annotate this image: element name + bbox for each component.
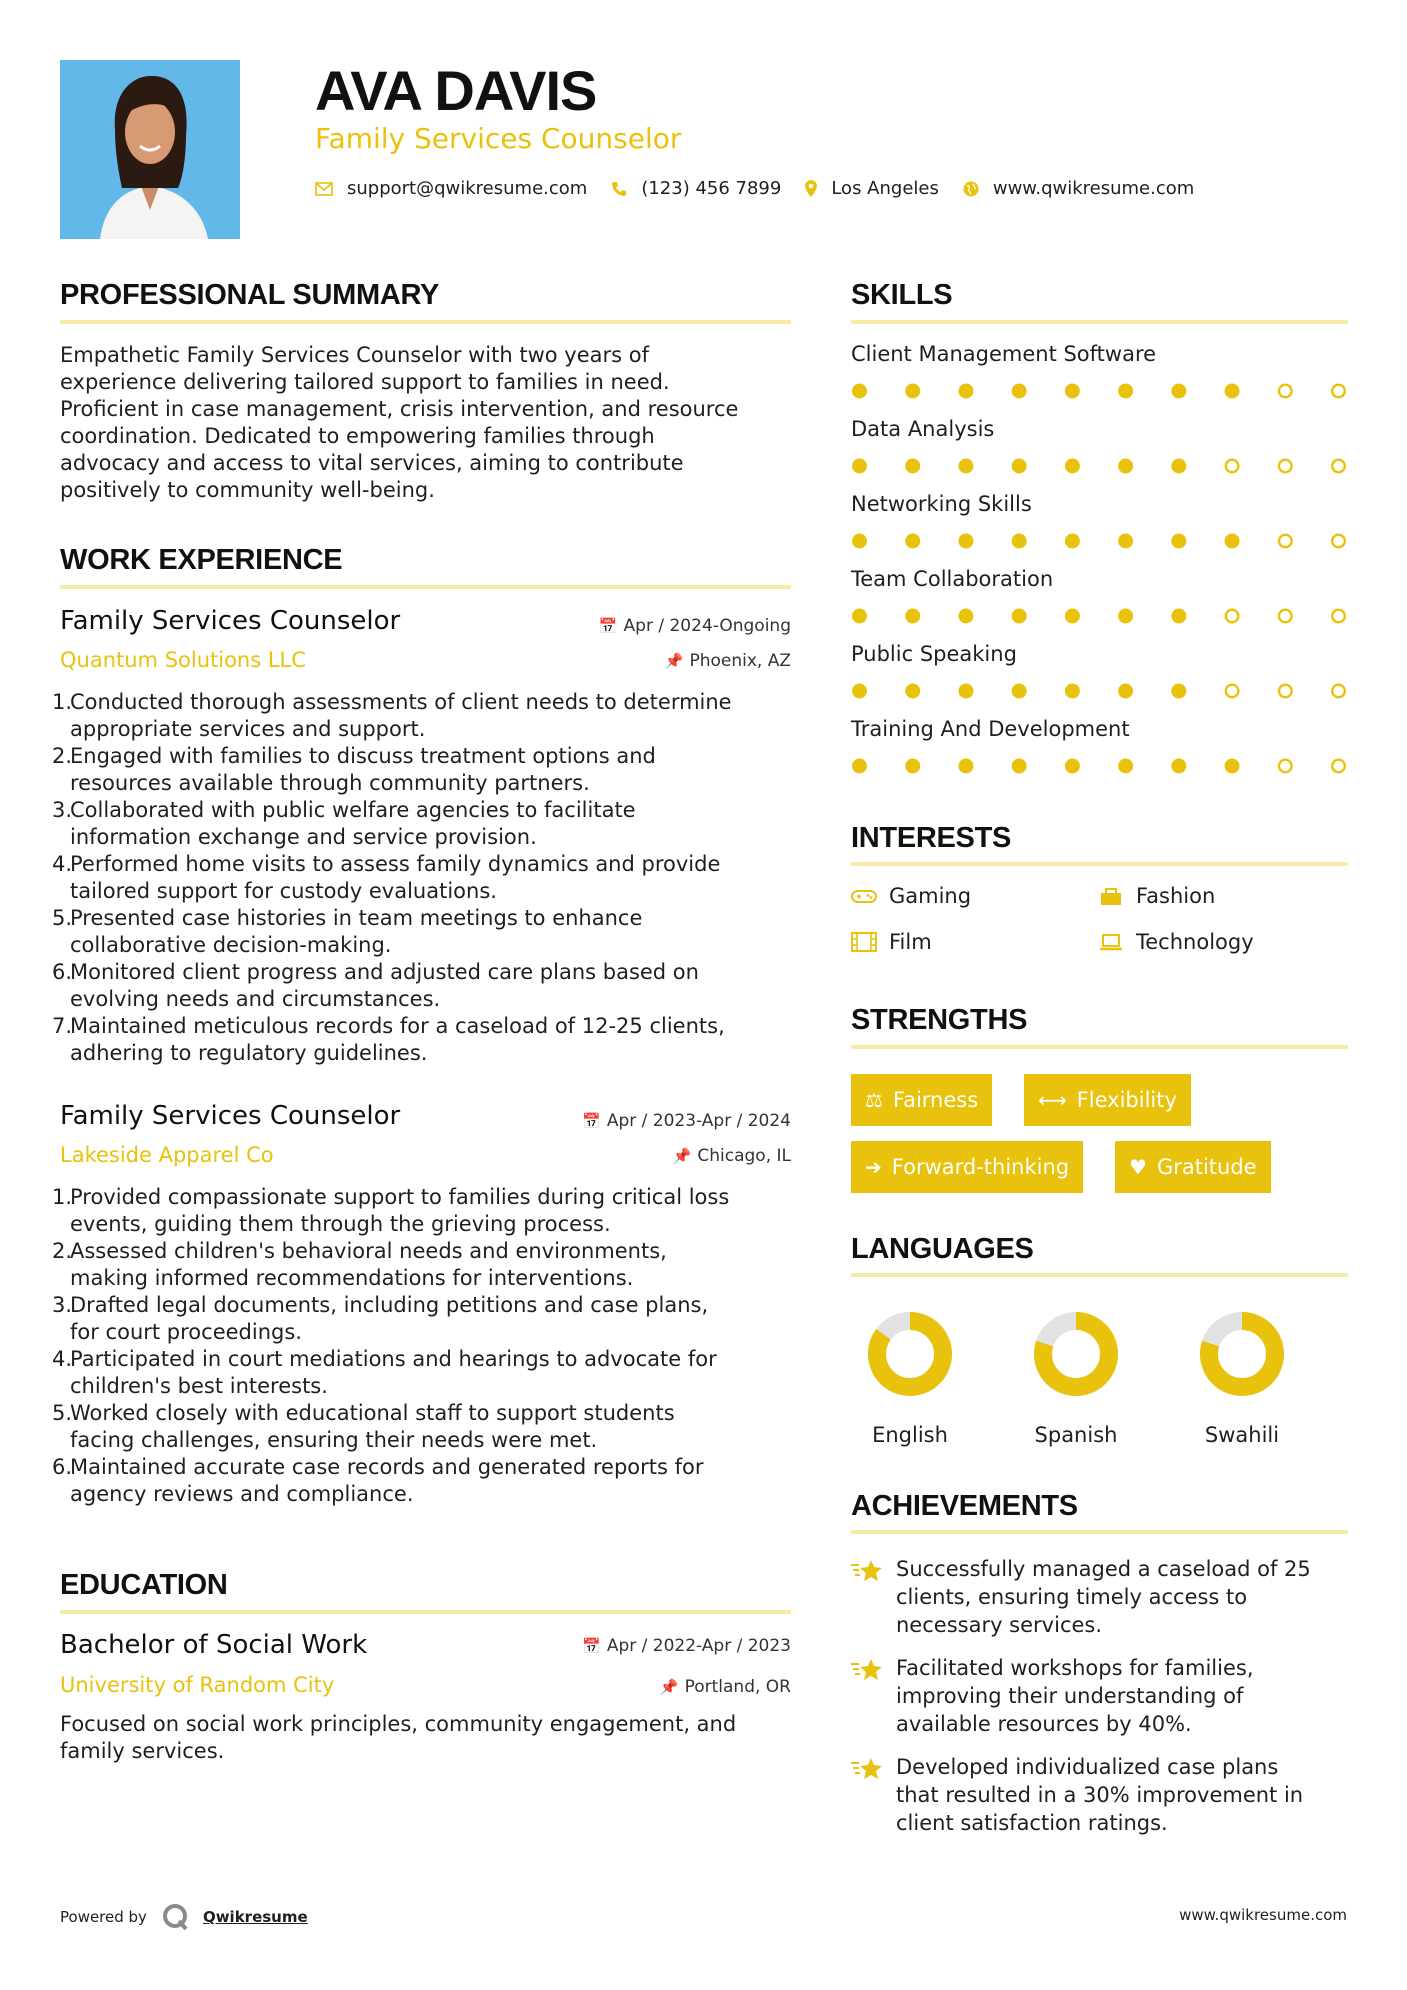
skill-name: Public Speaking xyxy=(851,642,1017,666)
skill-dot-filled xyxy=(1065,609,1080,624)
skill-dot-empty xyxy=(1279,760,1292,773)
pin-icon: 📌 xyxy=(672,1147,692,1165)
list-item: 2. Engaged with families to discuss treatment options and resources available through community partners. xyxy=(52,743,802,797)
education-line: Focused on social work principles, community engagement, and xyxy=(60,1712,737,1736)
skill-dot-filled xyxy=(905,609,920,624)
skill-dot-filled xyxy=(1118,609,1133,624)
skill-dot-filled xyxy=(958,459,973,474)
job-1-location xyxy=(665,651,791,671)
summary-text xyxy=(60,342,800,504)
phone-icon xyxy=(611,181,627,197)
list-item: 3. Drafted legal documents, including petitions and case plans, for court proceedings. xyxy=(52,1292,802,1346)
pin-icon: 📌 xyxy=(659,1678,679,1696)
education-dates-text: Apr / 2022-Apr / 2023 xyxy=(606,1636,791,1656)
interest-label: Gaming xyxy=(889,884,972,908)
skills-heading: SKILLS xyxy=(851,279,953,311)
skill-dot-filled xyxy=(1012,759,1027,774)
skill-dot-empty xyxy=(1332,760,1345,773)
achievement-line: available resources by 40%. xyxy=(896,1712,1192,1736)
strength-label: Gratitude xyxy=(1156,1155,1257,1179)
handbag-icon xyxy=(1098,886,1124,906)
skill-dot-filled xyxy=(1012,534,1027,549)
summary-line: Empathetic Family Services Counselor with two years of xyxy=(60,343,650,367)
skill-dot-empty xyxy=(1226,685,1239,698)
achievement-line: improving their understanding of xyxy=(896,1684,1244,1708)
profile-photo xyxy=(60,60,240,239)
skill-dot-filled xyxy=(1118,684,1133,699)
school-name: University of Random City xyxy=(60,1673,335,1697)
skill-dot-filled xyxy=(1012,384,1027,399)
list-item: 1. Conducted thorough assessments of client needs to determine appropriate services and support. xyxy=(52,689,802,743)
skill-dot-filled xyxy=(1171,534,1186,549)
achievement-line: Facilitated workshops for families, xyxy=(896,1656,1254,1680)
summary-line: positively to community well-being. xyxy=(60,478,435,502)
list-item: 5. Worked closely with educational staff to support students facing challenges, ensuring their needs were met. xyxy=(52,1400,802,1454)
strengths-heading: STRENGTHS xyxy=(851,1004,1028,1036)
skill-dot-filled xyxy=(1065,459,1080,474)
gamepad-icon xyxy=(851,886,877,906)
skill-dot-filled xyxy=(1171,384,1186,399)
film-icon xyxy=(851,932,877,952)
skill-dot-filled xyxy=(852,384,867,399)
list-item: 6. Monitored client progress and adjusted care plans based on evolving needs and circumstances. xyxy=(52,959,802,1013)
interest-label: Film xyxy=(889,930,932,954)
skill-dot-filled xyxy=(852,459,867,474)
bullet-line: Engaged with families to discuss treatment options and xyxy=(70,744,656,768)
list-item: 6. Maintained accurate case records and generated reports for agency reviews and compliance. xyxy=(52,1454,802,1508)
star-icon xyxy=(851,1755,883,1783)
strengths-rule xyxy=(851,1045,1348,1049)
strength-label: Forward-thinking xyxy=(891,1155,1070,1179)
job-2-location xyxy=(673,1146,791,1166)
bullet-line: Collaborated with public welfare agencies to facilitate xyxy=(70,798,636,822)
skill-name: Team Collaboration xyxy=(851,567,1054,591)
language-name: Swahili xyxy=(1204,1423,1280,1447)
education-line: family services. xyxy=(60,1739,225,1763)
interests-heading: INTERESTS xyxy=(851,822,1012,854)
skill-dot-filled xyxy=(852,684,867,699)
language-ring xyxy=(1031,1309,1121,1399)
skill-dot-filled xyxy=(1118,459,1133,474)
strength-tag xyxy=(1024,1074,1191,1126)
bullet-line: Conducted thorough assessments of client needs to determine xyxy=(70,690,732,714)
skill-dot-filled xyxy=(1012,684,1027,699)
skill-rating xyxy=(851,756,1347,776)
list-item: 3. Collaborated with public welfare agencies to facilitate information exchange and service provision. xyxy=(52,797,802,851)
balance-scale-icon: ⚖ xyxy=(865,1088,883,1112)
map-pin-icon xyxy=(805,180,817,197)
bullet-line: Presented case histories in team meetings to enhance xyxy=(70,906,643,930)
bullet-line: facing challenges, ensuring their needs were met. xyxy=(70,1428,598,1452)
interest-item xyxy=(851,884,971,908)
skill-dot-empty xyxy=(1332,460,1345,473)
strength-label: Flexibility xyxy=(1076,1088,1177,1112)
interest-label: Technology xyxy=(1136,930,1254,954)
achievement-line: that resulted in a 30% improvement in xyxy=(896,1783,1304,1807)
bullet-line: adhering to regulatory guidelines. xyxy=(70,1041,428,1065)
skill-dot-filled xyxy=(905,384,920,399)
achievement-line: clients, ensuring timely access to xyxy=(896,1585,1248,1609)
skill-dot-filled xyxy=(905,534,920,549)
skill-rating xyxy=(851,381,1347,401)
contact-website[interactable]: www.qwikresume.com xyxy=(992,178,1195,199)
experience-heading: WORK EXPERIENCE xyxy=(60,544,343,576)
job-1-dates xyxy=(599,616,791,636)
skill-dot-filled xyxy=(958,759,973,774)
skill-dot-empty xyxy=(1279,685,1292,698)
achievement-text xyxy=(896,1654,1351,1738)
education-rule xyxy=(60,1610,791,1614)
contact-bar xyxy=(315,178,1218,199)
job-1-dates-text: Apr / 2024-Ongoing xyxy=(623,616,791,636)
arrows-horizontal-icon: ⟷ xyxy=(1038,1088,1067,1112)
skill-name: Networking Skills xyxy=(851,492,1032,516)
qwikresume-logo-icon xyxy=(161,1902,191,1932)
skill-dot-empty xyxy=(1279,535,1292,548)
job-2-location-text: Chicago, IL xyxy=(697,1146,791,1166)
skill-dot-filled xyxy=(958,684,973,699)
skill-dot-filled xyxy=(1171,459,1186,474)
education-location-text: Portland, OR xyxy=(684,1677,791,1697)
skill-dot-filled xyxy=(1171,609,1186,624)
skill-dot-filled xyxy=(1118,384,1133,399)
bullet-line: Maintained meticulous records for a caseload of 12-25 clients, xyxy=(70,1014,725,1038)
skill-dot-filled xyxy=(905,759,920,774)
bullet-line: appropriate services and support. xyxy=(70,717,426,741)
bullet-line: making informed recommendations for interventions. xyxy=(70,1266,634,1290)
skill-dot-filled xyxy=(1012,609,1027,624)
bullet-line: agency reviews and compliance. xyxy=(70,1482,414,1506)
skill-dot-filled xyxy=(958,534,973,549)
powered-by-text: Powered by xyxy=(60,1908,147,1926)
language-name: Spanish xyxy=(1034,1423,1118,1447)
pin-icon: 📌 xyxy=(664,652,684,670)
interest-item xyxy=(1098,930,1254,954)
achievement-text xyxy=(896,1555,1351,1639)
candidate-name: AVA DAVIS xyxy=(315,59,597,122)
skill-dot-empty xyxy=(1279,460,1292,473)
skill-rating xyxy=(851,531,1347,551)
language-name: English xyxy=(872,1423,948,1447)
list-item: 5. Presented case histories in team meetings to enhance collaborative decision-making. xyxy=(52,905,802,959)
job-1-role: Family Services Counselor xyxy=(60,606,401,636)
summary-line: advocacy and access to vital services, aiming to contribute xyxy=(60,451,684,475)
star-icon xyxy=(851,1656,883,1684)
languages-heading: LANGUAGES xyxy=(851,1233,1034,1265)
list-item: 7. Maintained meticulous records for a caseload of 12-25 clients, adhering to regulatory guidelines. xyxy=(52,1013,802,1067)
skill-dot-empty xyxy=(1332,685,1345,698)
bullet-line: Monitored client progress and adjusted care plans based on xyxy=(70,960,699,984)
arrow-right-icon: ➔ xyxy=(865,1155,882,1179)
skill-dot-filled xyxy=(905,459,920,474)
languages-rule xyxy=(851,1273,1348,1277)
achievements-heading: ACHIEVEMENTS xyxy=(851,1490,1078,1522)
list-item: 2. Assessed children's behavioral needs and environments, making informed recommendations for interventions. xyxy=(52,1238,802,1292)
interest-label: Fashion xyxy=(1136,884,1216,908)
job-2-company: Lakeside Apparel Co xyxy=(60,1143,274,1167)
skill-dot-filled xyxy=(1118,759,1133,774)
skill-dot-filled xyxy=(1225,384,1240,399)
skill-dot-filled xyxy=(852,534,867,549)
bullet-line: Participated in court mediations and hearings to advocate for xyxy=(70,1347,717,1371)
education-location xyxy=(660,1677,791,1697)
list-item: 4. Performed home visits to assess family dynamics and provide tailored support for custody evaluations. xyxy=(52,851,802,905)
bullet-line: Assessed children's behavioral needs and environments, xyxy=(70,1239,667,1263)
bullet-line: collaborative decision-making. xyxy=(70,933,392,957)
language-item xyxy=(850,1309,970,1447)
contact-email[interactable]: support@qwikresume.com xyxy=(347,178,588,199)
star-icon xyxy=(851,1557,883,1585)
skill-dot-filled xyxy=(1225,534,1240,549)
language-ring xyxy=(865,1309,955,1399)
strength-tag xyxy=(851,1141,1083,1193)
calendar-icon: 📅 xyxy=(582,1112,601,1130)
footer-powered-by xyxy=(60,1902,308,1932)
language-item xyxy=(1182,1309,1302,1447)
skill-dot-empty xyxy=(1279,610,1292,623)
language-item xyxy=(1016,1309,1136,1447)
skill-dot-empty xyxy=(1279,385,1292,398)
strength-tag xyxy=(851,1074,992,1126)
job-2-dates xyxy=(582,1111,791,1131)
skill-dot-filled xyxy=(1171,759,1186,774)
strength-tag xyxy=(1115,1141,1271,1193)
skill-dot-filled xyxy=(852,759,867,774)
footer-url[interactable]: www.qwikresume.com xyxy=(1179,1906,1347,1924)
skill-rating xyxy=(851,606,1347,626)
contact-location: Los Angeles xyxy=(831,178,939,199)
achievements-rule xyxy=(851,1530,1348,1534)
education-dates xyxy=(582,1636,791,1656)
interest-item xyxy=(851,930,932,954)
skill-rating xyxy=(851,681,1347,701)
skill-dot-filled xyxy=(1171,684,1186,699)
education-heading: EDUCATION xyxy=(60,1569,228,1601)
language-ring xyxy=(1197,1309,1287,1399)
achievement-text xyxy=(896,1753,1351,1837)
bullet-line: Maintained accurate case records and generated reports for xyxy=(70,1455,704,1479)
bullet-line: Provided compassionate support to families during critical loss xyxy=(70,1185,730,1209)
calendar-icon: 📅 xyxy=(582,1637,601,1655)
bullet-line: Performed home visits to assess family dynamics and provide xyxy=(70,852,721,876)
skill-name: Data Analysis xyxy=(851,417,995,441)
skill-dot-filled xyxy=(1065,759,1080,774)
education-description xyxy=(60,1711,800,1765)
bullet-line: resources available through community partners. xyxy=(70,771,590,795)
job-1-location-text: Phoenix, AZ xyxy=(689,651,791,671)
summary-heading: PROFESSIONAL SUMMARY xyxy=(60,279,440,311)
skill-name: Training And Development xyxy=(851,717,1130,741)
summary-line: experience delivering tailored support to families in need. xyxy=(60,370,670,394)
calendar-icon: 📅 xyxy=(598,617,618,635)
bullet-line: children's best interests. xyxy=(70,1374,328,1398)
list-item: 4. Participated in court mediations and hearings to advocate for children's best interests. xyxy=(52,1346,802,1400)
achievement-line: client satisfaction ratings. xyxy=(896,1811,1168,1835)
skill-dot-filled xyxy=(958,384,973,399)
interests-rule xyxy=(851,862,1348,866)
bullet-line: for court proceedings. xyxy=(70,1320,302,1344)
interest-item xyxy=(1098,884,1215,908)
job-1-company: Quantum Solutions LLC xyxy=(60,648,306,672)
skill-dot-filled xyxy=(1065,684,1080,699)
laptop-icon xyxy=(1098,932,1124,952)
skill-dot-empty xyxy=(1332,610,1345,623)
skill-dot-empty xyxy=(1226,460,1239,473)
bullet-line: evolving needs and circumstances. xyxy=(70,987,441,1011)
heart-icon: ♥ xyxy=(1129,1155,1147,1179)
candidate-title: Family Services Counselor xyxy=(315,122,682,155)
skill-dot-filled xyxy=(1065,534,1080,549)
envelope-icon xyxy=(315,182,333,196)
brand-link[interactable]: Qwikresume xyxy=(202,1908,308,1926)
list-item: 1. Provided compassionate support to families during critical loss events, guiding them through the grieving process. xyxy=(52,1184,802,1238)
summary-rule xyxy=(60,320,791,324)
skill-dot-empty xyxy=(1332,535,1345,548)
skill-dot-filled xyxy=(852,609,867,624)
skill-dot-empty xyxy=(1226,610,1239,623)
job-2-bullets xyxy=(52,1184,802,1508)
skill-dot-filled xyxy=(1065,384,1080,399)
experience-rule xyxy=(60,585,791,589)
strength-label: Fairness xyxy=(892,1088,979,1112)
summary-line: Proficient in case management, crisis intervention, and resource xyxy=(60,397,739,421)
bullet-line: Worked closely with educational staff to support students xyxy=(70,1401,675,1425)
skill-dot-empty xyxy=(1332,385,1345,398)
skill-dot-filled xyxy=(905,684,920,699)
skill-rating xyxy=(851,456,1347,476)
summary-line: coordination. Dedicated to empowering families through xyxy=(60,424,655,448)
skill-dot-filled xyxy=(1225,759,1240,774)
job-2-dates-text: Apr / 2023-Apr / 2024 xyxy=(606,1111,791,1131)
skill-dot-filled xyxy=(1118,534,1133,549)
skill-dot-filled xyxy=(1012,459,1027,474)
job-1-bullets xyxy=(52,689,802,1067)
bullet-line: information exchange and service provision. xyxy=(70,825,537,849)
degree-title: Bachelor of Social Work xyxy=(60,1630,368,1660)
achievement-line: Successfully managed a caseload of 25 xyxy=(896,1557,1311,1581)
skill-dot-filled xyxy=(958,609,973,624)
bullet-line: Drafted legal documents, including petitions and case plans, xyxy=(70,1293,709,1317)
globe-icon xyxy=(963,181,979,197)
bullet-line: events, guiding them through the grieving process. xyxy=(70,1212,611,1236)
contact-phone[interactable]: (123) 456 7899 xyxy=(641,178,782,199)
bullet-line: tailored support for custody evaluations. xyxy=(70,879,497,903)
skills-rule xyxy=(851,320,1348,324)
achievement-line: Developed individualized case plans xyxy=(896,1755,1279,1779)
achievement-line: necessary services. xyxy=(896,1613,1103,1637)
job-2-role: Family Services Counselor xyxy=(60,1101,401,1131)
skill-name: Client Management Software xyxy=(851,342,1157,366)
